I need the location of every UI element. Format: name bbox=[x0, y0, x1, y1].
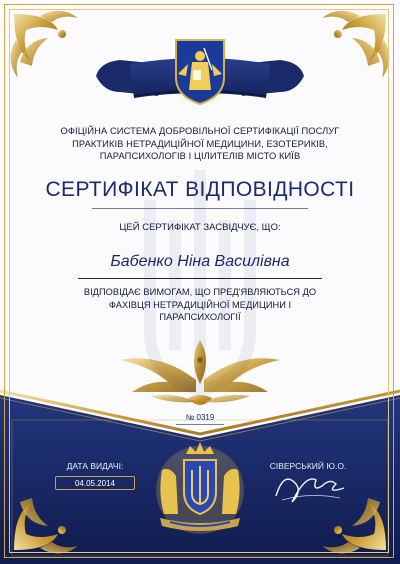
issue-date-label: ДАТА ВИДАЧІ: bbox=[66, 461, 124, 471]
statement-line-3: ПАРАПСИХОЛОГІЇ bbox=[159, 312, 241, 322]
certificate-title: СЕРТИФІКАТ ВІДПОВІДНОСТІ bbox=[45, 178, 355, 201]
serial-underline bbox=[176, 424, 224, 425]
statement-line-2: ФАХІВЦЯ НЕТРАДИЦІЙНОЇ МЕДИЦИНИ І bbox=[108, 299, 292, 310]
issuer-text bbox=[20, 125, 380, 163]
issuer-line-3: ПАРАПСИХОЛОГІВ І ЦІЛИТЕЛІВ МІСТО КИЇВ bbox=[99, 151, 301, 161]
recipient-name: Бабенко Ніна Василівна bbox=[110, 253, 290, 270]
issuer-line-1: ОФІЦІЙНА СИСТЕМА ДОБРОВІЛЬНОЇ СЕРТИФІКАЦІЇ ПОСЛУГ bbox=[60, 126, 340, 136]
issue-date-value: 04.05.2014 bbox=[55, 476, 135, 490]
certifies-text: ЦЕЙ СЕРТИФІКАТ ЗАСВІДЧУЄ, ЩО: bbox=[119, 222, 281, 233]
statement-line-1: ВІДПОВІДАЄ ВИМОГАМ, ЩО ПРЕД'ЯВЛЯЮТЬСЯ ДО bbox=[83, 287, 317, 297]
issuer-line-2: ПРАКТИКІВ НЕТРАДИЦІЙНОЇ МЕДИЦИНИ, ЕЗОТЕРИКІВ, bbox=[72, 138, 328, 149]
title-underline bbox=[92, 208, 308, 209]
recipient-name-underline bbox=[78, 278, 322, 279]
serial-number: № 0319 bbox=[185, 413, 215, 422]
signatory-name: СІВЕРСЬКИЙ Ю.О. bbox=[269, 461, 347, 471]
compliance-statement bbox=[60, 286, 340, 324]
